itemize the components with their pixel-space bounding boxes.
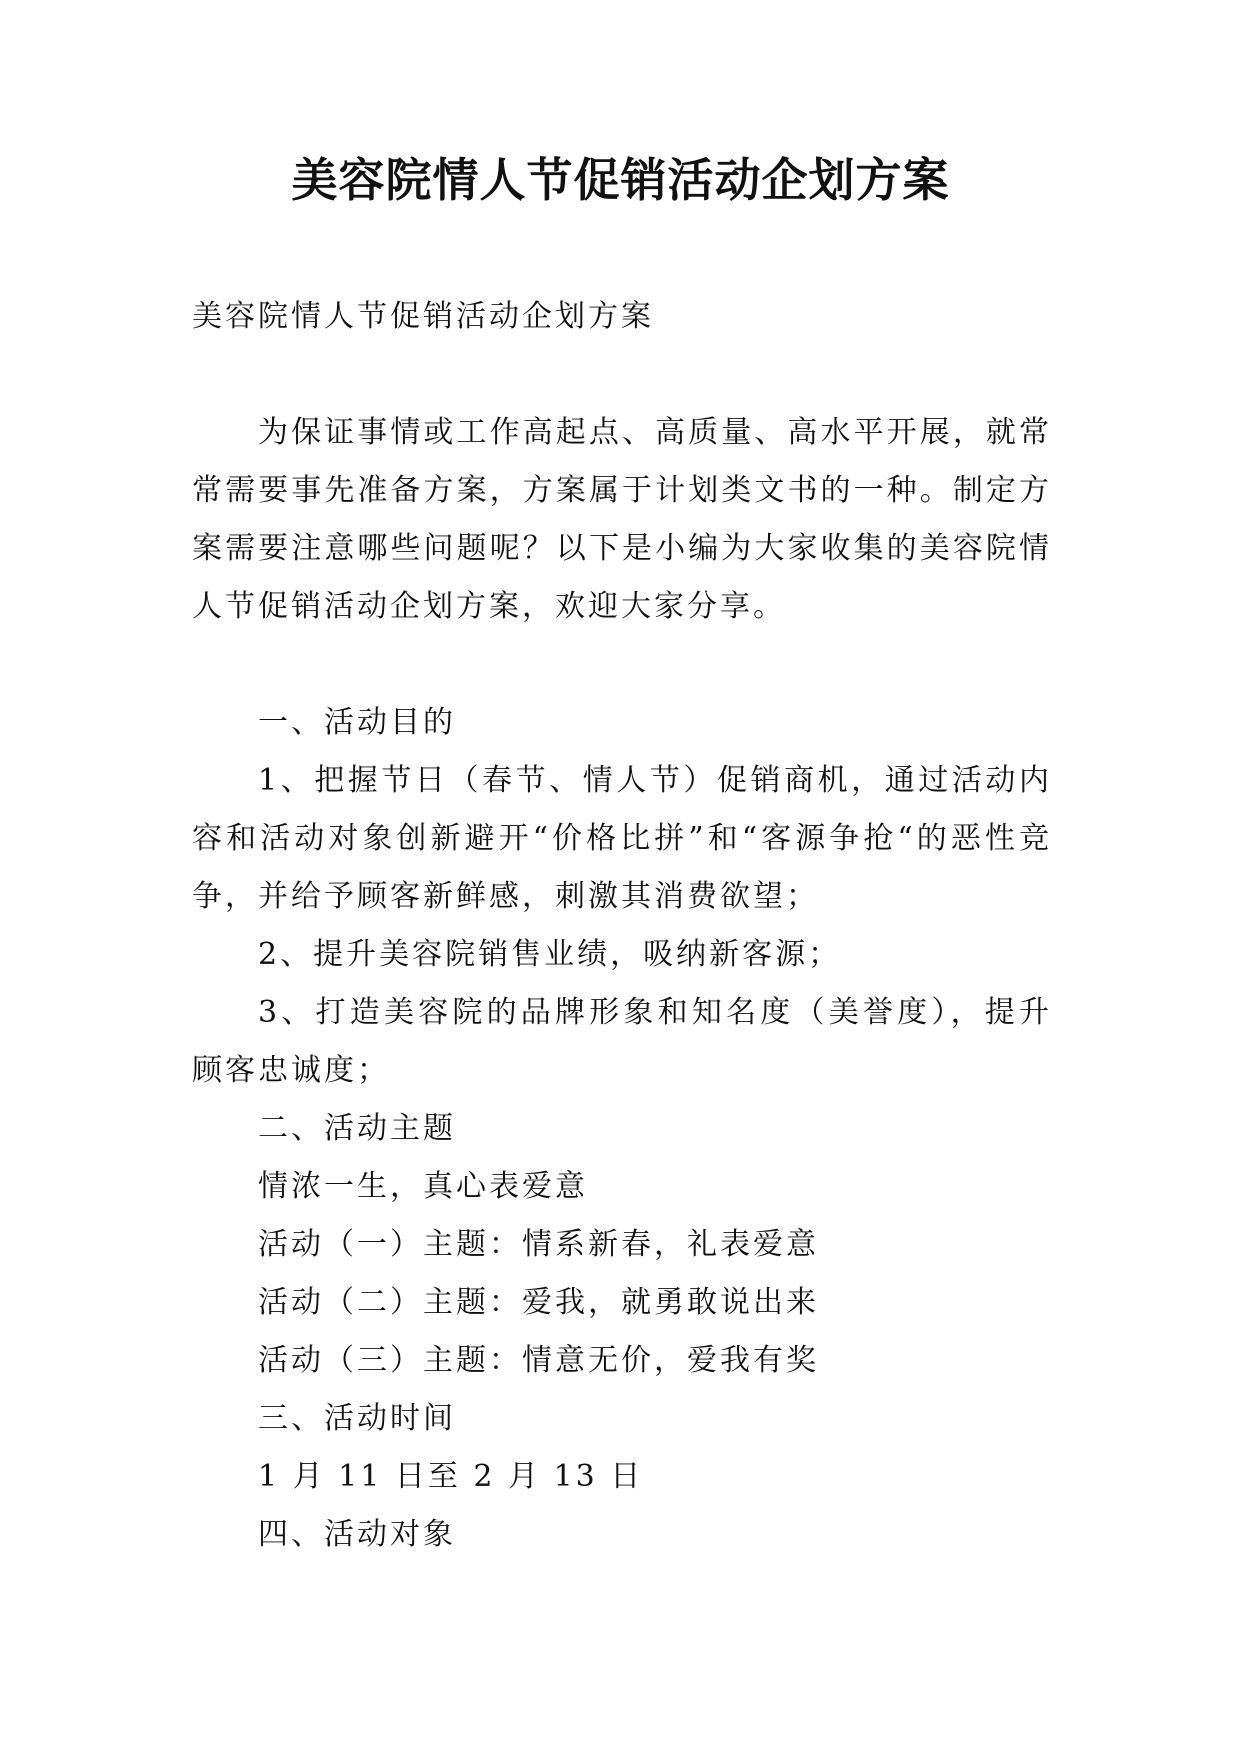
purpose-item: 2、提升美容院销售业绩，吸纳新客源；	[258, 937, 842, 972]
intro-paragraph: 为保证事情或工作高起点、高质量、高水平开展，就常常需要事先准备方案，方案属于计划类文书的一种。制定方案需要注意哪些问题呢？以下是小编为大家收集的美容院情人节促销活动企划方案，欢迎大家分享。	[192, 415, 1052, 624]
document-subtitle: 美容院情人节促销活动企划方案	[192, 299, 654, 334]
activity-theme: 活动（三）主题：情意无价，爱我有奖	[258, 1343, 819, 1378]
main-theme: 情浓一生，真心表爱意	[258, 1169, 588, 1204]
document-body	[192, 288, 1052, 1564]
activity-theme: 活动（一）主题：情系新春，礼表爱意	[258, 1227, 819, 1262]
section-heading-theme: 二、活动主题	[258, 1111, 456, 1146]
section-heading-time: 三、活动时间	[258, 1401, 456, 1436]
spacer	[192, 346, 1052, 404]
section-heading-purpose: 一、活动目的	[258, 705, 456, 740]
activity-time: 1 月 11 日至 2 月 13 日	[258, 1459, 644, 1494]
activity-theme: 活动（二）主题：爱我，就勇敢说出来	[258, 1285, 819, 1320]
spacer	[192, 636, 1052, 694]
document-title: 美容院情人节促销活动企划方案	[291, 153, 950, 207]
purpose-item: 3、打造美容院的品牌形象和知名度（美誉度），提升顾客忠诚度；	[192, 995, 1052, 1088]
purpose-item: 1、把握节日（春节、情人节）促销商机，通过活动内容和活动对象创新避开“价格比拼”和“客源争抢“的恶性竞争，并给予顾客新鲜感，刺激其消费欲望；	[192, 763, 1052, 914]
section-heading-target: 四、活动对象	[258, 1517, 456, 1552]
